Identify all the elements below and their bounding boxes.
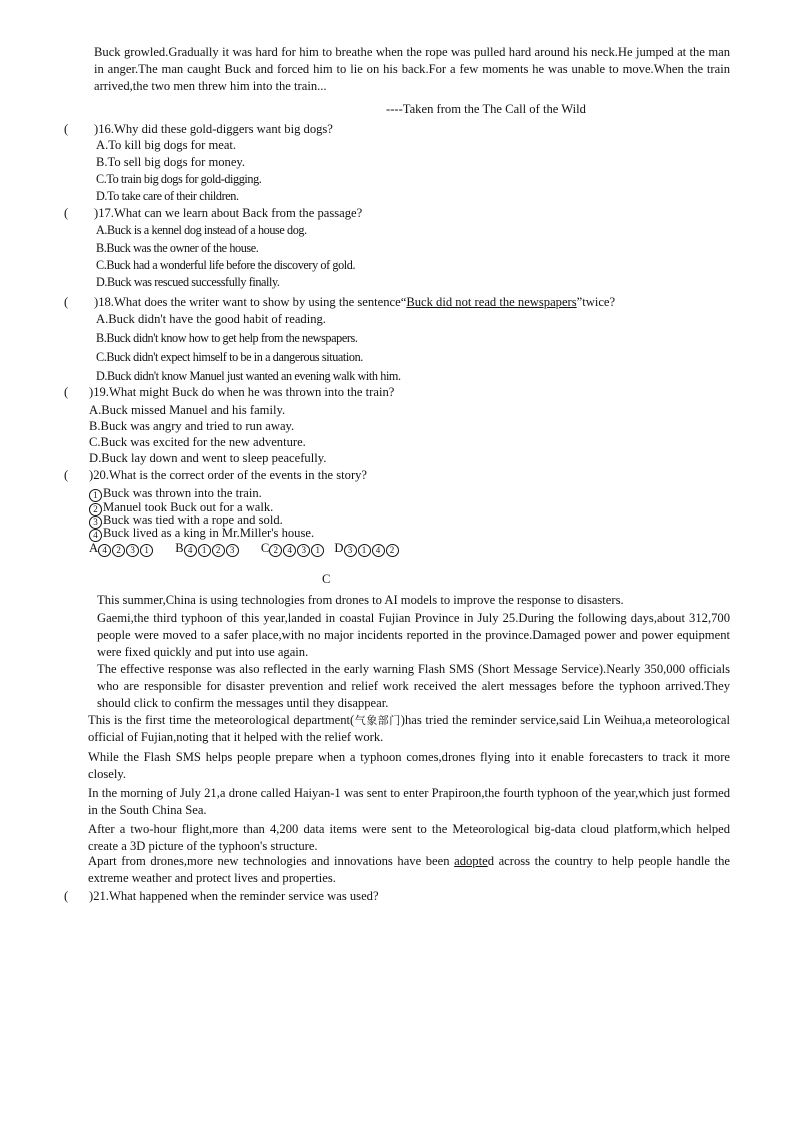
option-a: A.To kill big dogs for meat. [96, 138, 237, 152]
option-d: D.Buck lay down and went to sleep peacefully. [89, 451, 327, 465]
passage-c-paragraph: In the morning of July 21,a drone called Haiyan-1 was sent to enter Prapiroon,the fourth typhoon of the year,which just formed in the South China Sea. [88, 786, 730, 817]
question-17 [64, 205, 362, 222]
underlined-word: adopte [454, 854, 488, 868]
question-stem: 16.Why did these gold-diggers want big dogs? [98, 122, 333, 136]
option-b: B 4 1 2 3 [175, 540, 239, 557]
option-c: C.To train big dogs for gold-digging. [96, 172, 262, 186]
question-stem: 17.What can we learn about Back from the passage? [98, 206, 363, 220]
question-16 [64, 121, 333, 138]
option-c: C.Buck didn't expect himself to be in a dangerous situation. [96, 350, 363, 364]
question-21 [64, 888, 379, 905]
option-d: D.Buck didn't know Manuel just wanted an evening walk with him. [96, 369, 401, 383]
answer-paren-open: ( [64, 122, 69, 136]
question-18: ( )18.What does the writer want to show by using the sentence“Buck did not read the newspapers”twice? [64, 295, 616, 309]
option-b: B.Buck was the owner of the house. [96, 241, 259, 255]
option-a: A.Buck is a kennel dog instead of a house dog. [96, 223, 307, 237]
option-b: B.Buck was angry and tried to run away. [89, 419, 295, 433]
answer-paren-open: ( [64, 889, 69, 903]
answer-paren-close: ) [89, 385, 94, 399]
option-b: B.To sell big dogs for money. [96, 155, 246, 169]
question-stem: 21.What happened when the reminder service was used? [93, 889, 379, 903]
event-item: 2 Manuel took Buck out for a walk. [89, 501, 273, 516]
answer-paren-open: ( [64, 295, 69, 309]
answer-paren-open: ( [64, 468, 69, 482]
option-a: A.Buck didn't have the good habit of reading. [96, 312, 326, 326]
answer-paren-close: ) [89, 889, 94, 903]
section-heading: C [322, 572, 331, 586]
passage-c-paragraph: Apart from drones,more new technologies and innovations have been adopted across the country to help people handle the extreme weather and protect lives and properties. [88, 854, 730, 885]
question-stem: 18.What does the writer want to show by using the sentence“ [98, 295, 407, 309]
option-a: A.Buck missed Manuel and his family. [89, 403, 286, 417]
passage-c-paragraph: This summer,China is using technologies from drones to AI models to improve the response to disasters. [97, 593, 624, 607]
answer-paren-open: ( [64, 385, 69, 399]
option-d: D.Buck was rescued successfully finally. [96, 275, 280, 289]
option-c: C.Buck had a wonderful life before the discovery of gold. [96, 258, 356, 272]
answer-paren-open: ( [64, 206, 69, 220]
question-19 [64, 384, 394, 401]
question-stem: 20.What is the correct order of the events in the story? [93, 468, 368, 482]
question-20 [64, 467, 367, 484]
passage-source: ----Taken from the The Call of the Wild [386, 102, 586, 116]
answer-paren-close: ) [94, 122, 99, 136]
answer-paren-close: ) [89, 468, 94, 482]
event-item: 1 Buck was thrown into the train. [89, 487, 262, 502]
option-d: D.To take care of their children. [96, 189, 239, 203]
passage-c-paragraph: After a two-hour flight,more than 4,200 data items were sent to the Meteorological big-data cloud platform,which helped create a 3D picture of the typhoon's structure. [88, 822, 730, 853]
option-c: C.Buck was excited for the new adventure. [89, 435, 306, 449]
answer-paren-close: ) [94, 295, 99, 309]
passage-c-paragraph: Gaemi,the third typhoon of this year,landed in coastal Fujian Province in July 25.During the following days,about 312,700 people were moved to a safer place,with no major incidents reported in the province.Damaged power and power equipment were fixed quickly and put into use again. [97, 611, 730, 659]
option-a: A 4 2 3 1 [89, 540, 154, 557]
option-c: C 2 4 3 1 [261, 540, 325, 557]
option-d: D 3 1 4 2 [334, 540, 399, 557]
passage-c-paragraph: The effective response was also reflected in the early warning Flash SMS (Short Message Service).Nearly 350,000 officials who are responsible for disaster prevention and relief work received the alert messages before the typhoon arrived.They should click to confirm the messages until they disappear. [97, 662, 730, 710]
event-item: 4 Buck lived as a king in Mr.Miller's house. [89, 527, 314, 542]
question-stem: 19.What might Buck do when he was thrown into the train? [93, 385, 395, 399]
event-item: 3 Buck was tied with a rope and sold. [89, 514, 283, 529]
passage-c-paragraph: While the Flash SMS helps people prepare when a typhoon comes,drones flying into it enable forecasters to track it more closely. [88, 750, 730, 781]
underlined-sentence: Buck did not read the newspapers [406, 295, 577, 309]
passage-b-paragraph: Buck growled.Gradually it was hard for him to breathe when the rope was pulled hard around his neck.He jumped at the man in anger.The man caught Buck and forced him to lie on his back.For a few moments he was unable to move.When the train arrived,the two men threw him into the train... [94, 45, 730, 93]
option-b: B.Buck didn't know how to get help from the newspapers. [96, 331, 358, 345]
passage-c-paragraph: This is the first time the meteorological department(气象部门)has tried the reminder service,said Lin Weihua,a meteorological official of Fujian,noting that it helped with the relief work. [88, 713, 731, 744]
answer-paren-close: ) [94, 206, 99, 220]
answer-options-row [89, 540, 418, 557]
